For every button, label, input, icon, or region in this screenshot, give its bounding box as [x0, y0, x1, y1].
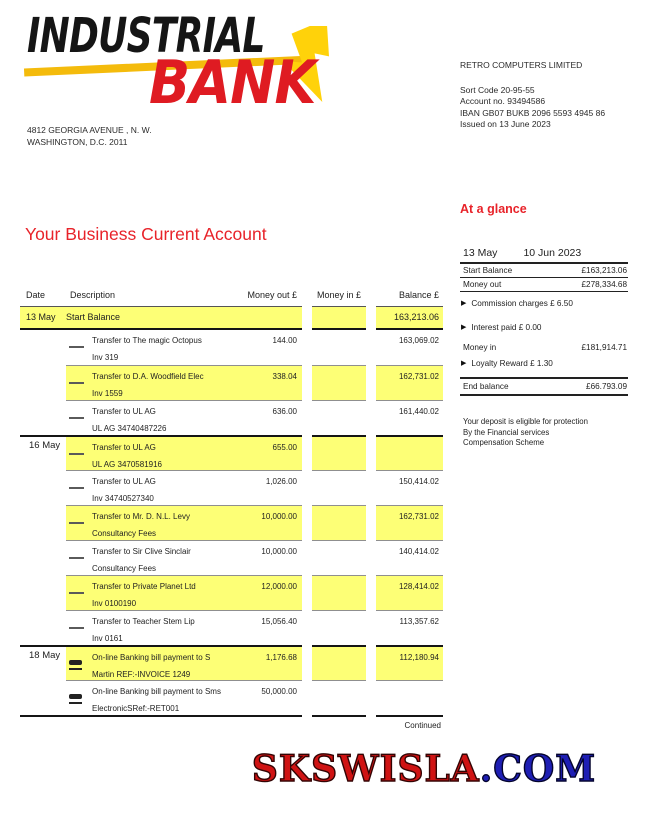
dash-icon: [69, 627, 84, 629]
column-gap: [366, 400, 376, 435]
transaction-money-in: [312, 505, 366, 540]
transaction-money-out: 12,000.00: [261, 582, 297, 591]
transaction-money-out: 1,026.00: [265, 477, 297, 486]
loyalty-reward-text: Loyalty Reward £ 1.30: [471, 359, 553, 368]
transaction-main-cell: [66, 680, 302, 715]
transaction-marker-gutter: [66, 541, 92, 575]
period-end-date: 10 Jun 2023: [523, 247, 582, 259]
header-date: Date: [26, 290, 46, 300]
transaction-date: [20, 470, 66, 505]
glance-money-out-value: £278,334.68: [581, 280, 627, 289]
transaction-money-in: [312, 680, 366, 715]
transaction-balance: 162,731.02: [376, 365, 443, 400]
transaction-main-cell: [66, 610, 302, 645]
transaction-description-line1: On-line Banking bill payment to S: [92, 653, 211, 662]
statement-period: [460, 247, 628, 264]
protection-line1: Your deposit is eligible for protection: [463, 417, 588, 426]
transaction-description-line1: Transfer to UL AG: [92, 477, 156, 486]
watermark-blue-text: .COM: [479, 748, 597, 790]
transaction-marker-gutter: [66, 330, 92, 365]
at-a-glance-title: At a glance: [460, 202, 527, 216]
transaction-date: [20, 540, 66, 575]
transaction-main-cell: [66, 470, 302, 505]
transaction-marker-gutter: [66, 366, 92, 400]
transaction-money-in: [312, 575, 366, 610]
column-gap: [366, 540, 376, 575]
dash-icon: [69, 417, 84, 419]
transaction-main-cell: [66, 575, 302, 610]
table-row: [20, 435, 443, 470]
bank-address-line1: 4812 GEORGIA AVENUE , N. W.: [27, 125, 152, 135]
column-gap: [302, 645, 312, 680]
transaction-money-in: [312, 470, 366, 505]
transaction-main-cell: [66, 645, 302, 680]
transaction-balance: 163,069.02: [398, 336, 439, 345]
column-gap: [302, 365, 312, 400]
table-row: [20, 400, 443, 435]
continued-label: Continued: [404, 721, 441, 730]
transaction-money-out: 50,000.00: [261, 687, 297, 696]
glance-money-in-row: [460, 343, 628, 352]
commission-charges-item: [460, 299, 628, 309]
table-row: [20, 505, 443, 540]
interest-paid-item: [460, 323, 628, 333]
bullet-triangle-icon: ▶: [461, 324, 467, 331]
transaction-description: [92, 647, 210, 680]
glance-money-in-value: £181,914.71: [581, 343, 627, 352]
transaction-description: [92, 401, 166, 435]
column-gap: [302, 680, 312, 715]
column-gap: [302, 290, 312, 307]
start-balance-amount: 163,213.06: [376, 307, 443, 330]
bullet-triangle-icon: ▶: [461, 300, 467, 307]
transaction-date: [20, 330, 66, 365]
transaction-main-cell: [66, 505, 302, 540]
transaction-balance: [376, 435, 443, 470]
column-gap: [366, 680, 376, 715]
table-row: [20, 645, 443, 680]
transaction-description-line2: ElectronicSRef:-RET001: [92, 704, 180, 713]
table-row: [20, 610, 443, 645]
protection-line3: Compensation Scheme: [463, 438, 545, 447]
transaction-description-line2: Inv 319: [92, 353, 119, 362]
dash-icon: [69, 557, 84, 559]
transaction-description-line2: Consultancy Fees: [92, 564, 157, 573]
dash-icon: [69, 453, 84, 455]
column-gap: [366, 290, 376, 307]
transaction-money-in: [312, 435, 366, 470]
column-gap: [366, 330, 376, 365]
table-header-row: [20, 290, 443, 307]
transaction-date: 16 May: [20, 435, 66, 470]
protection-line2: By the Financial services: [463, 427, 550, 437]
commission-charges-text: Commission charges £ 6.50: [471, 299, 573, 308]
transaction-marker-gutter: [66, 576, 92, 610]
column-gap: [302, 307, 312, 330]
logo-text-industrial: INDUSTRIAL: [27, 8, 265, 64]
transaction-main-cell: [66, 540, 302, 575]
transaction-marker-gutter: [66, 401, 92, 435]
sort-code: Sort Code 20-95-55: [460, 84, 535, 95]
transaction-money-in: [312, 540, 366, 575]
period-start-date: 13 May: [463, 247, 498, 259]
site-watermark: [252, 748, 596, 790]
header-money-out: Money out £: [247, 290, 297, 300]
header-balance: Balance £: [376, 290, 443, 307]
loyalty-reward-item: [460, 359, 628, 369]
table-row: [20, 470, 443, 505]
transaction-description-line2: Consultancy Fees: [92, 529, 157, 538]
glance-end-balance-value: £66.793.09: [586, 382, 627, 391]
transaction-money-in: [312, 365, 366, 400]
transaction-balance: 112,180.94: [376, 645, 443, 680]
transaction-description-line1: Transfer to UL AG: [92, 443, 156, 452]
transaction-description-line1: Transfer to Mr. D. N.L. Levy: [92, 512, 190, 521]
transaction-description: [92, 437, 162, 470]
transaction-description: [92, 681, 221, 715]
transaction-money-in: [312, 645, 366, 680]
dash-icon: [69, 522, 84, 524]
column-gap: [366, 645, 376, 680]
table-row: [20, 330, 443, 365]
account-number: Account no. 93494586: [460, 96, 546, 106]
transaction-date: [20, 400, 66, 435]
transaction-description: [92, 576, 196, 610]
transaction-marker-gutter: [66, 506, 92, 540]
column-gap: [366, 365, 376, 400]
transaction-money-out: 338.04: [272, 372, 297, 381]
transaction-description-line2: Inv 34740527340: [92, 494, 154, 503]
transaction-date: [20, 575, 66, 610]
transaction-marker-gutter: [66, 437, 92, 470]
transaction-main-cell: [66, 435, 302, 470]
transaction-date: [20, 505, 66, 540]
glance-start-balance-value: £163,213.06: [581, 266, 627, 275]
transaction-marker-gutter: [66, 681, 92, 715]
transaction-description-line2: UL AG 34740487226: [92, 424, 167, 433]
transaction-description-line2: Inv 1559: [92, 389, 123, 398]
transaction-marker-gutter: [66, 471, 92, 505]
column-gap: [366, 575, 376, 610]
watermark-red-text: SKSWISLA: [251, 748, 480, 790]
column-gap: [302, 610, 312, 645]
dash-icon: [69, 346, 84, 348]
column-gap: [302, 400, 312, 435]
glance-end-balance-label: End balance: [463, 382, 509, 391]
card-icon: [69, 660, 82, 670]
transaction-money-out: 10,000.00: [261, 547, 297, 556]
issued-date: Issued on 13 June 2023: [460, 119, 551, 129]
transactions-table: [20, 290, 443, 730]
column-gap: [302, 470, 312, 505]
transaction-main-cell: [66, 365, 302, 400]
transaction-money-out: 10,000.00: [261, 512, 297, 521]
glance-start-balance-label: Start Balance: [463, 266, 513, 275]
transaction-balance: 161,440.02: [376, 400, 443, 435]
bank-logo: [27, 8, 327, 116]
header-description: Description: [70, 290, 116, 300]
card-icon: [69, 694, 82, 704]
transaction-description-line1: Transfer to UL AG: [92, 407, 156, 416]
column-gap: [366, 505, 376, 540]
table-row: [20, 680, 443, 715]
dash-icon: [69, 487, 84, 489]
account-info-block: [460, 60, 605, 131]
column-gap: [366, 610, 376, 645]
table-header-left: [20, 290, 302, 307]
start-balance-label: Start Balance: [66, 312, 121, 322]
transaction-description-line1: Transfer to Sir Clive Sinclair: [92, 547, 191, 556]
start-balance-left: [20, 307, 302, 330]
glance-money-in-label: Money in: [463, 343, 497, 352]
transaction-date: [20, 680, 66, 715]
transaction-marker-gutter: [66, 611, 92, 645]
dash-icon: [69, 592, 84, 594]
statement-title: Your Business Current Account: [25, 224, 267, 244]
transaction-description-line2: Inv 0161: [92, 634, 123, 643]
transaction-money-out: 144.00: [272, 336, 297, 345]
transaction-rows: [20, 330, 443, 715]
start-balance-date: 13 May: [26, 312, 56, 322]
start-balance-money-in-cell: [312, 307, 366, 330]
bank-address-line2: WASHINGTON, D.C. 2011: [27, 137, 128, 147]
transaction-marker-gutter: [66, 647, 92, 680]
transaction-date: [20, 365, 66, 400]
transaction-balance: 150,414.02: [376, 470, 443, 505]
bullet-triangle-icon: ▶: [461, 360, 467, 367]
transaction-balance: [376, 680, 443, 715]
transaction-balance: 128,414.02: [376, 575, 443, 610]
transaction-description-line1: Transfer to Private Planet Ltd: [92, 582, 196, 591]
transaction-description-line2: Inv 0100190: [92, 599, 137, 608]
glance-start-balance-row: [460, 264, 628, 278]
transaction-description: [92, 541, 191, 575]
table-row: [20, 365, 443, 400]
table-row: [20, 575, 443, 610]
transaction-description: [92, 506, 190, 540]
transaction-description-line1: Transfer to Teacher Stem Lip: [92, 617, 195, 626]
glance-end-balance-row: [460, 377, 628, 396]
transaction-main-cell: [66, 400, 302, 435]
transaction-description-line1: Transfer to D.A. Woodfield Elec: [92, 372, 204, 381]
column-gap: [366, 307, 376, 330]
transaction-description-line1: Transfer to The magic Octopus: [92, 336, 202, 345]
transaction-money-out: 15,056.40: [261, 617, 297, 626]
transaction-description: [92, 330, 202, 365]
transaction-description: [92, 611, 195, 645]
transaction-description: [92, 471, 156, 505]
column-gap: [302, 575, 312, 610]
column-gap: [366, 470, 376, 505]
transaction-balance: 113,357.62: [376, 610, 443, 645]
transaction-money-in: [312, 400, 366, 435]
transaction-description-line2: UL AG 3470581916: [92, 460, 162, 469]
transaction-balance: 140,414.02: [376, 540, 443, 575]
column-gap: [302, 505, 312, 540]
transaction-money-in: [312, 330, 366, 365]
transaction-money-out: 1,176.68: [265, 653, 297, 662]
transaction-balance: 162,731.02: [376, 505, 443, 540]
iban: IBAN GB07 BUKB 2096 5593 4945 86: [460, 107, 606, 118]
dash-icon: [69, 382, 84, 384]
column-gap: [366, 435, 376, 470]
transaction-date: [20, 610, 66, 645]
transaction-date: 18 May: [20, 645, 66, 680]
column-gap: [302, 330, 312, 365]
glance-money-out-row: [460, 278, 628, 292]
interest-paid-text: Interest paid £ 0.00: [471, 323, 542, 332]
transaction-main-cell: [66, 330, 302, 365]
transaction-money-in: [312, 610, 366, 645]
glance-money-out-label: Money out: [463, 280, 502, 289]
account-holder-name: RETRO COMPUTERS LIMITED: [460, 60, 583, 70]
transaction-description-line2: Martin REF:-INVOICE 1249: [92, 670, 191, 679]
table-bottom-rule: [20, 715, 443, 718]
table-row: [20, 540, 443, 575]
start-balance-row: [20, 307, 443, 330]
deposit-protection-note: [460, 417, 628, 449]
header-money-in: Money in £: [312, 290, 366, 307]
transaction-money-out: 655.00: [272, 443, 297, 452]
at-a-glance-panel: [460, 202, 628, 449]
column-gap: [302, 435, 312, 470]
transaction-description: [92, 366, 204, 400]
transaction-description-line1: On-line Banking bill payment to Sms: [92, 687, 221, 696]
bank-address: [27, 124, 152, 148]
transaction-money-out: 636.00: [272, 407, 297, 416]
logo-text-bank: BANK: [149, 48, 316, 118]
column-gap: [302, 540, 312, 575]
